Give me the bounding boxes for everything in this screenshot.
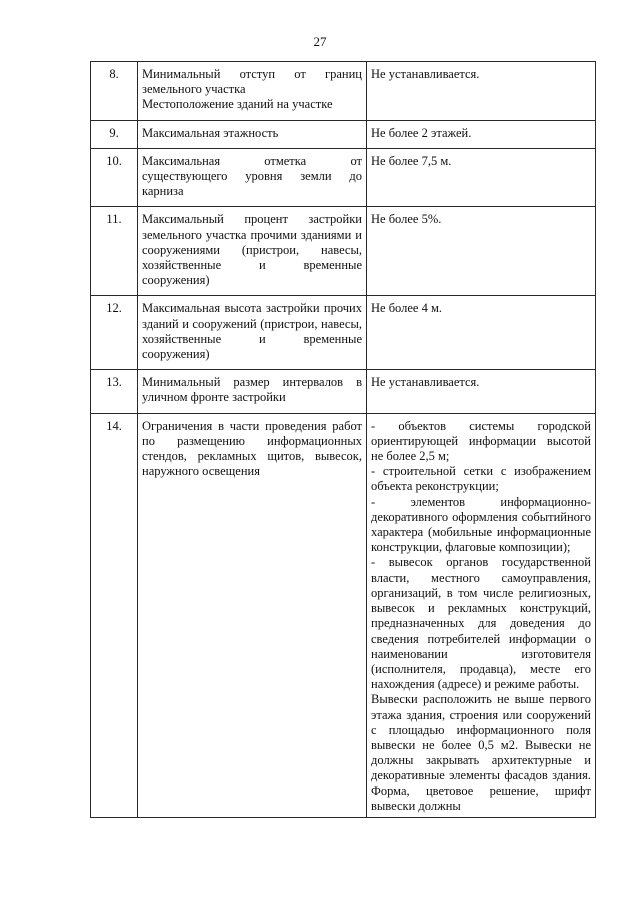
table-row: [91, 207, 596, 296]
value-cell: [367, 148, 596, 207]
parameter-text: Максимальная этажность: [142, 125, 279, 140]
table-row: [91, 148, 596, 207]
parameter-text: Максимальная высота застройки прочих зданий и сооружений (пристрои, навесы, хозяйственные и временные сооружения): [142, 301, 362, 362]
row-number: 8.: [91, 62, 138, 121]
value-cell: [367, 62, 596, 121]
value-cell: [367, 413, 596, 817]
page-number: 27: [313, 34, 327, 49]
parameter-cell: [138, 207, 367, 296]
parameter-cell: [138, 413, 367, 817]
row-number: 10.: [91, 148, 138, 207]
parameter-cell: [138, 62, 367, 121]
row-number: 11.: [91, 207, 138, 296]
value-text: - вывесок органов государственной власти, местного самоуправления, организаций, в том числе религиозных, вывесок и рекламных конструкций, предназначенных для доведения до сведения потребителей информации о наименовании изготовителя (исполнителя, продавца), месте его нахождения (адресе) и режиме работы.: [371, 555, 591, 692]
value-cell: [367, 370, 596, 413]
value-text-block: [371, 419, 591, 817]
value-text: Не более 5%.: [371, 212, 442, 227]
parameter-text: Максимальная отметка от существующего уровня земли до карниза: [142, 153, 362, 199]
value-cell: [367, 120, 596, 148]
row-number: 14.: [91, 413, 138, 817]
value-text: Не устанавливается.: [371, 375, 480, 390]
value-text: - объектов системы городской ориентирующей информации высотой не более 2,5 м;: [371, 418, 591, 464]
row-number: 9.: [91, 120, 138, 148]
parameter-cell: [138, 296, 367, 370]
table-row: [91, 120, 596, 148]
parameter-cell: [138, 120, 367, 148]
value-cell: [367, 296, 596, 370]
regulations-table: [90, 61, 596, 818]
table-row: [91, 413, 596, 817]
parameter-text: Минимальный размер интервалов в уличном фронте застройки: [142, 375, 362, 405]
value-text: - элементов информационно-декоративного оформления событийного характера (мобильные информационные конструкции, флаговые композиции);: [371, 494, 591, 555]
value-text: Не устанавливается.: [371, 67, 480, 81]
table-row: [91, 370, 596, 413]
value-text: Вывески расположить не выше первого этажа здания, строения или сооружений с площадью информационного поля вывески не более 0,5 м2. Вывески не должны закрывать архитектурные и декоративные элементы фасадов здания. Форма, цветовое решение, шрифт вывески должны: [371, 692, 591, 813]
table-row: [91, 296, 596, 370]
parameter-text: Ограничения в части проведения работ по размещению информационных стендов, рекламных щитов, вывесок, наружного освещения: [142, 418, 362, 479]
table-row: [91, 62, 596, 121]
value-text: Не более 4 м.: [371, 301, 443, 316]
parameter-text: Максимальный процент застройки земельного участка прочими зданиями и сооружениями (пристрои, навесы, хозяйственные и временные сооружения): [142, 212, 362, 288]
value-text: - строительной сетки с изображением объекта реконструкции;: [371, 464, 591, 494]
value-cell: [367, 207, 596, 296]
parameter-cell: [138, 148, 367, 207]
parameter-cell: [138, 370, 367, 413]
parameter-text: Местоположение зданий на участке: [142, 97, 333, 112]
value-text: Не более 2 этажей.: [371, 125, 472, 140]
row-number: 12.: [91, 296, 138, 370]
parameter-text: Минимальный отступ от границ земельного участка: [142, 67, 362, 97]
row-number: 13.: [91, 370, 138, 413]
value-text: Не более 7,5 м.: [371, 153, 452, 168]
